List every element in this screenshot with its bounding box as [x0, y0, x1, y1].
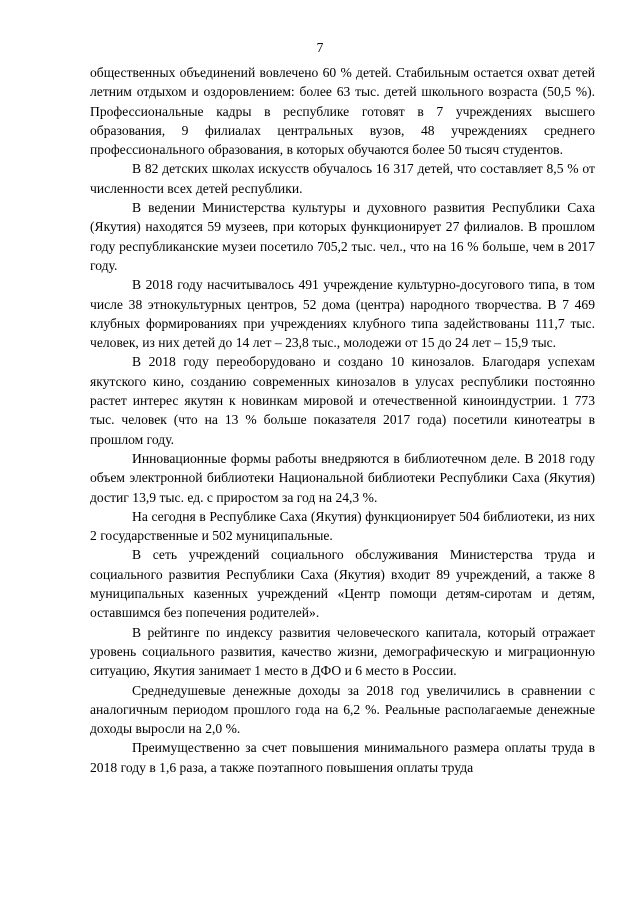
page-number: 7	[316, 40, 324, 55]
paragraph-cinemas: В 2018 году переоборудовано и создано 10 кинозалов. Благодаря успехам якутского кино, созданию современных кинозалов в улусах республики постоянно растет интерес якутян к новинкам мировой и отечественной киноиндустрии. 1 773 тыс. человек (что на 13 % больше показателя 2017 года) посетили кинотеатры в прошлом году.	[90, 354, 595, 447]
paragraph-museums: В ведении Министерства культуры и духовного развития Республики Саха (Якутия) находятся 59 музеев, при которых функционирует 27 филиалов. В прошлом году республиканские музеи посетило 705,2 тыс. чел., что на 16 % больше, чем в 2017 году.	[90, 200, 595, 273]
body-text	[90, 63, 595, 777]
paragraph-minimum-wage: Преимущественно за счет повышения минимального размера оплаты труда в 2018 году в 1,6 раза, а также поэтапного повышения оплаты труда	[90, 740, 595, 775]
paragraph-human-capital-rating: В рейтинге по индексу развития человеческого капитала, который отражает уровень социального развития, качество жизни, демографическую и миграционную ситуацию, Якутия занимает 1 место в ДФО и 6 место в России.	[90, 624, 595, 679]
paragraph-youth-education: общественных объединений вовлечено 60 % детей. Стабильным остается охват детей летним отдыхом и оздоровлением: более 63 тыс. детей школьного возраста (50,5 %). Профессиональные кадры в республике готовят в 7 учреждениях высшего образования, 9 филиалах центральных вузов, 48 учреждениях среднего профессионального образования, в которых обучаются более 50 тысяч студентов.	[90, 65, 595, 158]
paragraph-libraries: На сегодня в Республике Саха (Якутия) функционирует 504 библиотеки, из них 2 государственные и 502 муниципальные.	[90, 508, 595, 544]
paragraph-electronic-library: Инновационные формы работы внедряются в библиотечном деле. В 2018 году объем электронной библиотеки Национальной библиотеки Республики Саха (Якутия) достиг 13,9 тыс. ед. с приростом за год на 24,3 %.	[90, 450, 595, 505]
paragraph-income: Среднедушевые денежные доходы за 2018 год увеличились в сравнении с аналогичным периодом прошлого года на 6,2 %. Реальные располагаемые денежные доходы выросли на 2,0 %.	[90, 682, 595, 737]
paragraph-art-schools: В 82 детских школах искусств обучалось 16 317 детей, что составляет 8,5 % от численности всех детей республики.	[90, 161, 595, 196]
paragraph-social-services: В сеть учреждений социального обслуживания Министерства труда и социального развития Республики Саха (Якутия) входит 89 учреждений, а также 8 муниципальных казенных учреждений «Центр помощи детям-сиротам и детям, оставшимся без попечения родителей».	[90, 547, 595, 621]
paragraph-cultural-institutions: В 2018 году насчитывалось 491 учреждение культурно-досугового типа, в том числе 38 этнокультурных центров, 52 дома (центра) народного творчества. В 7 469 клубных формированиях при учреждениях клубного типа задействованы 111,7 тыс. человек, из них детей до 14 лет – 23,8 тыс., молодежи от 15 до 24 лет – 15,9 тыс.	[90, 277, 595, 351]
